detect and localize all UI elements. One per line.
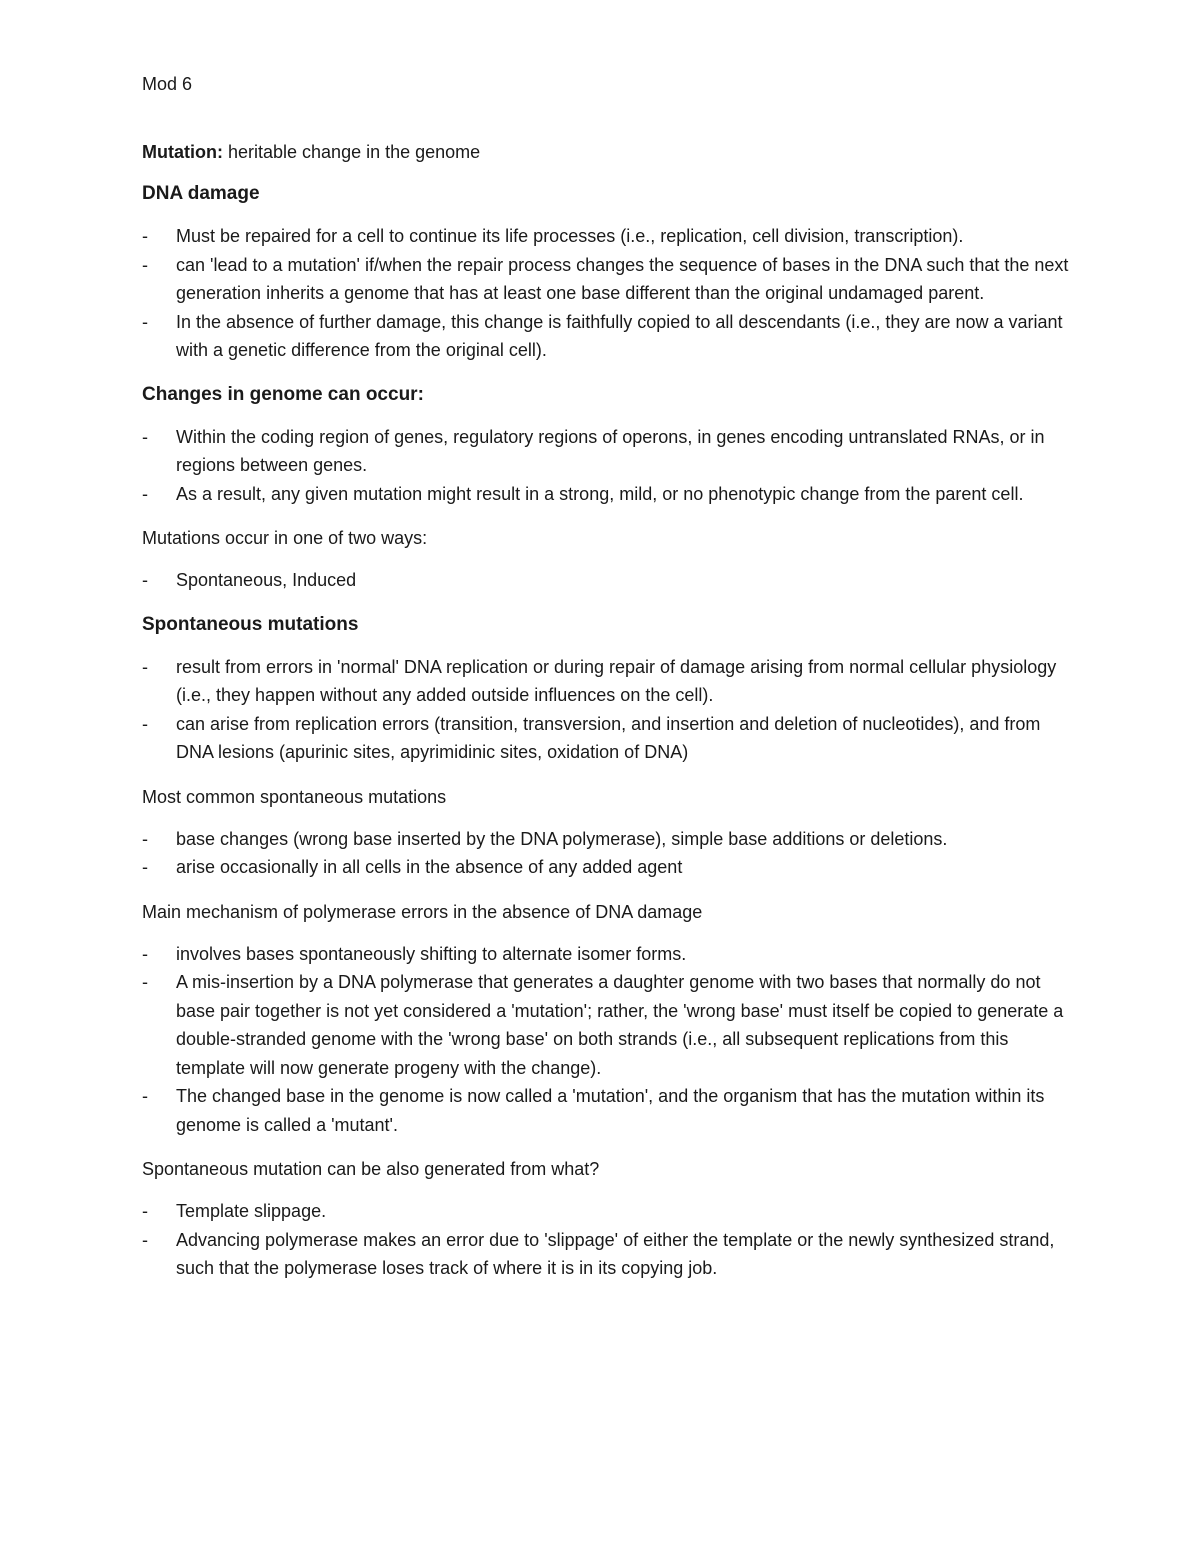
list-item bbox=[142, 480, 1072, 509]
list-item-text: can 'lead to a mutation' if/when the repair process changes the sequence of bases in the DNA such that the next generation inherits a genome that has at least one base different than the original undamaged parent. bbox=[176, 254, 1069, 303]
list-item bbox=[142, 251, 1072, 308]
dash-bullet: - bbox=[142, 943, 148, 964]
mutation-definition bbox=[142, 138, 1072, 166]
list-item bbox=[142, 1226, 1072, 1283]
list-item-text: Template slippage. bbox=[176, 1201, 327, 1221]
list-most-common bbox=[142, 825, 1072, 882]
dash-bullet: - bbox=[142, 857, 148, 877]
heading-dna-damage: DNA damage bbox=[142, 183, 260, 204]
dash-bullet: - bbox=[142, 254, 148, 275]
mutation-term: Mutation: bbox=[142, 142, 223, 162]
list-item bbox=[142, 853, 1072, 882]
paragraph-main-mechanism: Main mechanism of polymerase errors in the absence of DNA damage bbox=[142, 901, 703, 922]
paragraph-two-ways: Mutations occur in one of two ways: bbox=[142, 528, 428, 548]
list-item bbox=[142, 308, 1072, 365]
list-item bbox=[142, 1197, 1072, 1226]
list-item-text: Within the coding region of genes, regulatory regions of operons, in genes encoding untranslated RNAs, or in regions between genes. bbox=[176, 426, 1045, 475]
dash-bullet: - bbox=[142, 426, 148, 447]
list-item-text: The changed base in the genome is now called a 'mutation', and the organism that has the mutation within its genome is called a 'mutant'. bbox=[176, 1086, 1045, 1135]
list-main-mechanism bbox=[142, 940, 1072, 1140]
list-item bbox=[142, 1082, 1072, 1139]
paragraph-most-common: Most common spontaneous mutations bbox=[142, 786, 447, 807]
list-item-text: A mis-insertion by a DNA polymerase that generates a daughter genome with two bases that normally do not base pair together is not yet considered a 'mutation'; rather, the 'wrong base' must itself be copied to generate a double-stranded genome with the 'wrong base' on both strands (i.e., all subsequent replications from this template will now generate progeny with the change). bbox=[176, 972, 1064, 1078]
list-item-text: involves bases spontaneously shifting to alternate isomer forms. bbox=[176, 943, 687, 964]
dash-bullet: - bbox=[142, 1086, 148, 1106]
list-two-ways bbox=[142, 566, 1072, 595]
list-dna-damage bbox=[142, 222, 1072, 365]
list-item-text: In the absence of further damage, this change is faithfully copied to all descendants (i.e., they are now a variant with a genetic difference from the original cell). bbox=[176, 311, 1063, 360]
dash-bullet: - bbox=[142, 570, 148, 590]
heading-spontaneous-mutations: Spontaneous mutations bbox=[142, 613, 359, 635]
list-item bbox=[142, 653, 1072, 710]
list-item-text: can arise from replication errors (transition, transversion, and insertion and deletion of nucleotides), and from DNA lesions (apurinic sites, apyrimidinic sites, oxidation of DNA) bbox=[176, 713, 1041, 762]
mutation-definition-text: heritable change in the genome bbox=[222, 142, 481, 162]
list-item-text: arise occasionally in all cells in the absence of any added agent bbox=[176, 857, 683, 877]
list-item bbox=[142, 825, 1072, 854]
list-item-text: result from errors in 'normal' DNA replication or during repair of damage arising from normal cellular physiology (i.e., they happen without any added outside influences on the cell). bbox=[176, 656, 1057, 705]
document-header-title: Mod 6 bbox=[142, 74, 193, 94]
dash-bullet: - bbox=[142, 1229, 148, 1250]
dash-bullet: - bbox=[142, 1201, 148, 1221]
list-item bbox=[142, 222, 1072, 251]
list-item-text: Spontaneous, Induced bbox=[176, 570, 357, 590]
list-also-generated bbox=[142, 1197, 1072, 1283]
paragraph-also-generated: Spontaneous mutation can be also generated from what? bbox=[142, 1159, 600, 1179]
list-item bbox=[142, 968, 1072, 1082]
dash-bullet: - bbox=[142, 656, 148, 677]
list-item-text: base changes (wrong base inserted by the DNA polymerase), simple base additions or deletions. bbox=[176, 828, 948, 849]
list-item-text: As a result, any given mutation might result in a strong, mild, or no phenotypic change from the parent cell. bbox=[176, 483, 1024, 504]
list-item bbox=[142, 940, 1072, 969]
dash-bullet: - bbox=[142, 713, 148, 734]
dash-bullet: - bbox=[142, 972, 148, 992]
list-item-text: Advancing polymerase makes an error due to 'slippage' of either the template or the newly synthesized strand, such that the polymerase loses track of where it is in its copying job. bbox=[176, 1229, 1055, 1278]
list-spontaneous-mutations bbox=[142, 653, 1072, 767]
list-item-text: Must be repaired for a cell to continue its life processes (i.e., replication, cell division, transcription). bbox=[176, 226, 964, 246]
list-item bbox=[142, 710, 1072, 767]
list-item bbox=[142, 423, 1072, 480]
list-changes-in-genome bbox=[142, 423, 1072, 509]
heading-changes-in-genome: Changes in genome can occur: bbox=[142, 383, 424, 405]
dash-bullet: - bbox=[142, 311, 148, 332]
dash-bullet: - bbox=[142, 828, 148, 849]
document-page bbox=[142, 70, 1072, 1299]
dash-bullet: - bbox=[142, 483, 148, 504]
list-item bbox=[142, 566, 1072, 595]
dash-bullet: - bbox=[142, 226, 148, 246]
